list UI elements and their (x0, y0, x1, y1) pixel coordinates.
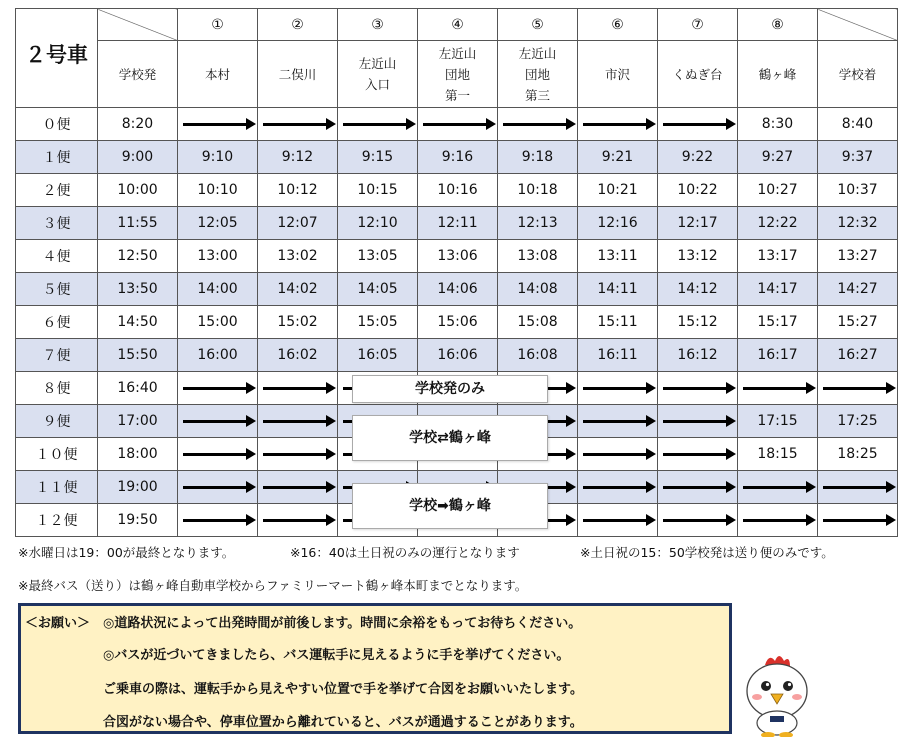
right-arrow-icon (183, 123, 253, 126)
time-cell: 16:12 (658, 339, 738, 372)
time-cell: 9:16 (418, 141, 498, 174)
time-cell: 19:50 (98, 504, 178, 537)
column-header-text: 学校着 (838, 66, 877, 82)
right-arrow-icon (183, 486, 253, 489)
vehicle-title: ２号車 (16, 9, 98, 108)
header-diagonal-cell (818, 9, 898, 41)
time-cell: 13:12 (658, 240, 738, 273)
time-cell: 11:55 (98, 207, 178, 240)
arrow-cell (578, 471, 658, 504)
column-header (258, 41, 338, 108)
arrow-cell (658, 471, 738, 504)
time-cell: 14:50 (98, 306, 178, 339)
time-cell: 14:11 (578, 273, 658, 306)
arrow-cell (178, 108, 258, 141)
callout-school-departure-only: 学校発のみ (352, 375, 548, 403)
time-cell: 12:22 (738, 207, 818, 240)
time-cell: 8:30 (738, 108, 818, 141)
time-cell: 8:20 (98, 108, 178, 141)
arrow-cell (738, 372, 818, 405)
time-cell: 15:17 (738, 306, 818, 339)
column-header-text: 鶴ヶ峰 (758, 66, 797, 82)
table-row (16, 207, 898, 240)
column-header-text: 左近山 (518, 45, 557, 61)
trip-label: ４便 (16, 240, 98, 273)
right-arrow-icon (263, 486, 333, 489)
right-arrow-icon (183, 519, 253, 522)
stop-number: ⑧ (738, 9, 818, 41)
time-cell: 15:08 (498, 306, 578, 339)
right-arrow-icon (663, 123, 733, 126)
arrow-cell (738, 504, 818, 537)
column-header-text: 第三 (524, 87, 550, 103)
stop-name-row (16, 41, 898, 108)
time-cell: 9:12 (258, 141, 338, 174)
time-cell: 17:25 (818, 405, 898, 438)
time-cell: 15:11 (578, 306, 658, 339)
time-cell: 13:17 (738, 240, 818, 273)
column-header (498, 41, 578, 108)
time-cell: 13:11 (578, 240, 658, 273)
request-label: ＜お願い＞ (25, 616, 91, 631)
trip-label: １１便 (16, 471, 98, 504)
time-cell: 16:11 (578, 339, 658, 372)
time-cell: 10:18 (498, 174, 578, 207)
right-arrow-icon (183, 420, 253, 423)
column-header-text: 団地 (524, 66, 550, 82)
right-arrow-icon (583, 453, 653, 456)
trip-label: １２便 (16, 504, 98, 537)
table-row (16, 141, 898, 174)
arrow-cell (258, 438, 338, 471)
time-cell: 10:37 (818, 174, 898, 207)
time-cell: 16:17 (738, 339, 818, 372)
column-header (738, 41, 818, 108)
time-cell: 18:00 (98, 438, 178, 471)
time-cell: 15:50 (98, 339, 178, 372)
arrow-cell (578, 108, 658, 141)
request-line: 合図がない場合や、停車位置から離れていると、バスが通過することがあります。 (103, 715, 583, 730)
time-cell: 12:05 (178, 207, 258, 240)
arrow-cell (178, 504, 258, 537)
column-header (578, 41, 658, 108)
trip-label: ９便 (16, 405, 98, 438)
right-arrow-icon (583, 486, 653, 489)
note-wednesday: ※水曜日は19：00が最終となります。 (18, 545, 235, 560)
right-arrow-icon (503, 123, 573, 126)
trip-label: ７便 (16, 339, 98, 372)
arrow-cell (578, 372, 658, 405)
right-arrow-icon (583, 420, 653, 423)
column-header (98, 41, 178, 108)
trip-label: ２便 (16, 174, 98, 207)
arrow-cell (578, 405, 658, 438)
time-cell: 13:27 (818, 240, 898, 273)
time-cell: 16:02 (258, 339, 338, 372)
time-cell: 12:11 (418, 207, 498, 240)
right-arrow-icon (263, 420, 333, 423)
column-header-text: 学校発 (118, 66, 157, 82)
arrow-cell (578, 438, 658, 471)
arrow-cell (738, 471, 818, 504)
time-cell: 9:27 (738, 141, 818, 174)
table-row (16, 339, 898, 372)
time-cell: 13:00 (178, 240, 258, 273)
column-header (338, 41, 418, 108)
time-cell: 17:00 (98, 405, 178, 438)
time-cell: 9:22 (658, 141, 738, 174)
right-arrow-icon (663, 486, 733, 489)
time-cell: 9:00 (98, 141, 178, 174)
stop-number: ② (258, 9, 338, 41)
time-cell: 15:06 (418, 306, 498, 339)
arrow-cell (818, 504, 898, 537)
right-arrow-icon (823, 486, 893, 489)
time-cell: 16:27 (818, 339, 898, 372)
arrow-cell (578, 504, 658, 537)
time-cell: 16:40 (98, 372, 178, 405)
column-header-text: 団地 (444, 66, 470, 82)
trip-label: ３便 (16, 207, 98, 240)
trip-label: １便 (16, 141, 98, 174)
table-row (16, 240, 898, 273)
time-cell: 10:00 (98, 174, 178, 207)
right-arrow-icon (823, 387, 893, 390)
table-row (16, 108, 898, 141)
right-arrow-icon (423, 123, 493, 126)
request-line: ◎道路状況によって出発時間が前後します。時間に余裕をもってお待ちください。 (103, 616, 582, 631)
arrow-cell (338, 108, 418, 141)
time-cell: 14:00 (178, 273, 258, 306)
request-box (18, 603, 732, 734)
trip-label: ５便 (16, 273, 98, 306)
stop-number: ③ (338, 9, 418, 41)
right-arrow-icon (823, 519, 893, 522)
column-header-text: 左近山 (438, 45, 477, 61)
column-header (818, 41, 898, 108)
arrow-cell (258, 504, 338, 537)
trip-label: １０便 (16, 438, 98, 471)
stop-number-row (16, 9, 898, 41)
table-row (16, 174, 898, 207)
time-cell: 13:05 (338, 240, 418, 273)
time-cell: 13:50 (98, 273, 178, 306)
right-arrow-icon (263, 123, 333, 126)
time-cell: 12:17 (658, 207, 738, 240)
time-cell: 16:05 (338, 339, 418, 372)
time-cell: 15:05 (338, 306, 418, 339)
right-arrow-icon (263, 519, 333, 522)
arrow-cell (178, 438, 258, 471)
right-arrow-icon (663, 453, 733, 456)
time-cell: 14:08 (498, 273, 578, 306)
time-cell: 12:13 (498, 207, 578, 240)
callout-one-way: 学校➡鶴ヶ峰 (352, 483, 548, 529)
note-weekend-1640: ※16：40は土日祝のみの運行となります (290, 545, 520, 560)
time-cell: 14:12 (658, 273, 738, 306)
column-header-text: くぬぎ台 (672, 66, 723, 82)
time-cell: 10:16 (418, 174, 498, 207)
right-arrow-icon (343, 123, 413, 126)
time-cell: 10:27 (738, 174, 818, 207)
stop-number: ① (178, 9, 258, 41)
time-cell: 14:05 (338, 273, 418, 306)
request-line: ご乗車の際は、運転手から見えやすい位置で手を挙げて合図をお願いいたします。 (103, 682, 583, 697)
right-arrow-icon (743, 387, 813, 390)
callout-round-trip: 学校⇄鶴ヶ峰 (352, 415, 548, 461)
right-arrow-icon (743, 486, 813, 489)
right-arrow-icon (263, 387, 333, 390)
arrow-cell (658, 504, 738, 537)
right-arrow-icon (183, 453, 253, 456)
time-cell: 14:17 (738, 273, 818, 306)
time-cell: 8:40 (818, 108, 898, 141)
arrow-cell (178, 405, 258, 438)
arrow-cell (658, 438, 738, 471)
column-header-text: 二俣川 (278, 66, 317, 82)
time-cell: 16:08 (498, 339, 578, 372)
column-header-text: 本村 (204, 66, 230, 82)
note-weekend-1550: ※土日祝の15：50学校発は送り便のみです。 (580, 545, 834, 560)
time-cell: 10:10 (178, 174, 258, 207)
right-arrow-icon (583, 519, 653, 522)
time-cell: 15:00 (178, 306, 258, 339)
time-cell: 10:22 (658, 174, 738, 207)
time-cell: 13:08 (498, 240, 578, 273)
time-cell: 19:00 (98, 471, 178, 504)
time-cell: 16:00 (178, 339, 258, 372)
time-cell: 14:06 (418, 273, 498, 306)
stop-number: ⑤ (498, 9, 578, 41)
arrow-cell (258, 471, 338, 504)
table-row (16, 306, 898, 339)
arrow-cell (258, 108, 338, 141)
table-row (16, 273, 898, 306)
column-header-text: 市沢 (604, 66, 630, 82)
right-arrow-icon (183, 387, 253, 390)
time-cell: 14:02 (258, 273, 338, 306)
time-cell: 17:15 (738, 405, 818, 438)
time-cell: 9:37 (818, 141, 898, 174)
time-cell: 9:15 (338, 141, 418, 174)
arrow-cell (658, 372, 738, 405)
arrow-cell (258, 372, 338, 405)
time-cell: 15:27 (818, 306, 898, 339)
time-cell: 16:06 (418, 339, 498, 372)
arrow-cell (258, 405, 338, 438)
right-arrow-icon (663, 387, 733, 390)
column-header-text: 左近山 (358, 56, 397, 71)
right-arrow-icon (263, 453, 333, 456)
time-cell: 10:21 (578, 174, 658, 207)
time-cell: 10:12 (258, 174, 338, 207)
arrow-cell (178, 372, 258, 405)
request-line: ◎バスが近づいてきましたら、バス運転手に見えるように手を挙げてください。 (103, 648, 570, 663)
time-cell: 14:27 (818, 273, 898, 306)
note-last-bus: ※最終バス（送り）は鶴ヶ峰自動車学校からファミリーマート鶴ヶ峰本町までとなります。 (18, 578, 528, 593)
trip-label: ０便 (16, 108, 98, 141)
time-cell: 15:02 (258, 306, 338, 339)
column-header (658, 41, 738, 108)
arrow-cell (818, 471, 898, 504)
column-header (178, 41, 258, 108)
time-cell: 12:32 (818, 207, 898, 240)
column-header-text: 第一 (444, 87, 470, 103)
arrow-cell (658, 405, 738, 438)
time-cell: 10:15 (338, 174, 418, 207)
time-cell: 9:10 (178, 141, 258, 174)
stop-number: ⑥ (578, 9, 658, 41)
time-cell: 18:25 (818, 438, 898, 471)
time-cell: 12:16 (578, 207, 658, 240)
right-arrow-icon (583, 123, 653, 126)
time-cell: 9:18 (498, 141, 578, 174)
right-arrow-icon (663, 519, 733, 522)
arrow-cell (818, 372, 898, 405)
time-cell: 18:15 (738, 438, 818, 471)
time-cell: 9:21 (578, 141, 658, 174)
time-cell: 12:50 (98, 240, 178, 273)
arrow-cell (418, 108, 498, 141)
column-header-text: 入口 (364, 77, 390, 92)
trip-label: ８便 (16, 372, 98, 405)
time-cell: 12:10 (338, 207, 418, 240)
bird-mascot-icon (737, 651, 817, 737)
right-arrow-icon (663, 420, 733, 423)
time-cell: 13:02 (258, 240, 338, 273)
column-header (418, 41, 498, 108)
stop-number: ④ (418, 9, 498, 41)
time-cell: 15:12 (658, 306, 738, 339)
arrow-cell (178, 471, 258, 504)
trip-label: ６便 (16, 306, 98, 339)
right-arrow-icon (743, 519, 813, 522)
stop-number: ⑦ (658, 9, 738, 41)
right-arrow-icon (583, 387, 653, 390)
arrow-cell (498, 108, 578, 141)
time-cell: 13:06 (418, 240, 498, 273)
header-diagonal-cell (98, 9, 178, 41)
arrow-cell (658, 108, 738, 141)
time-cell: 12:07 (258, 207, 338, 240)
